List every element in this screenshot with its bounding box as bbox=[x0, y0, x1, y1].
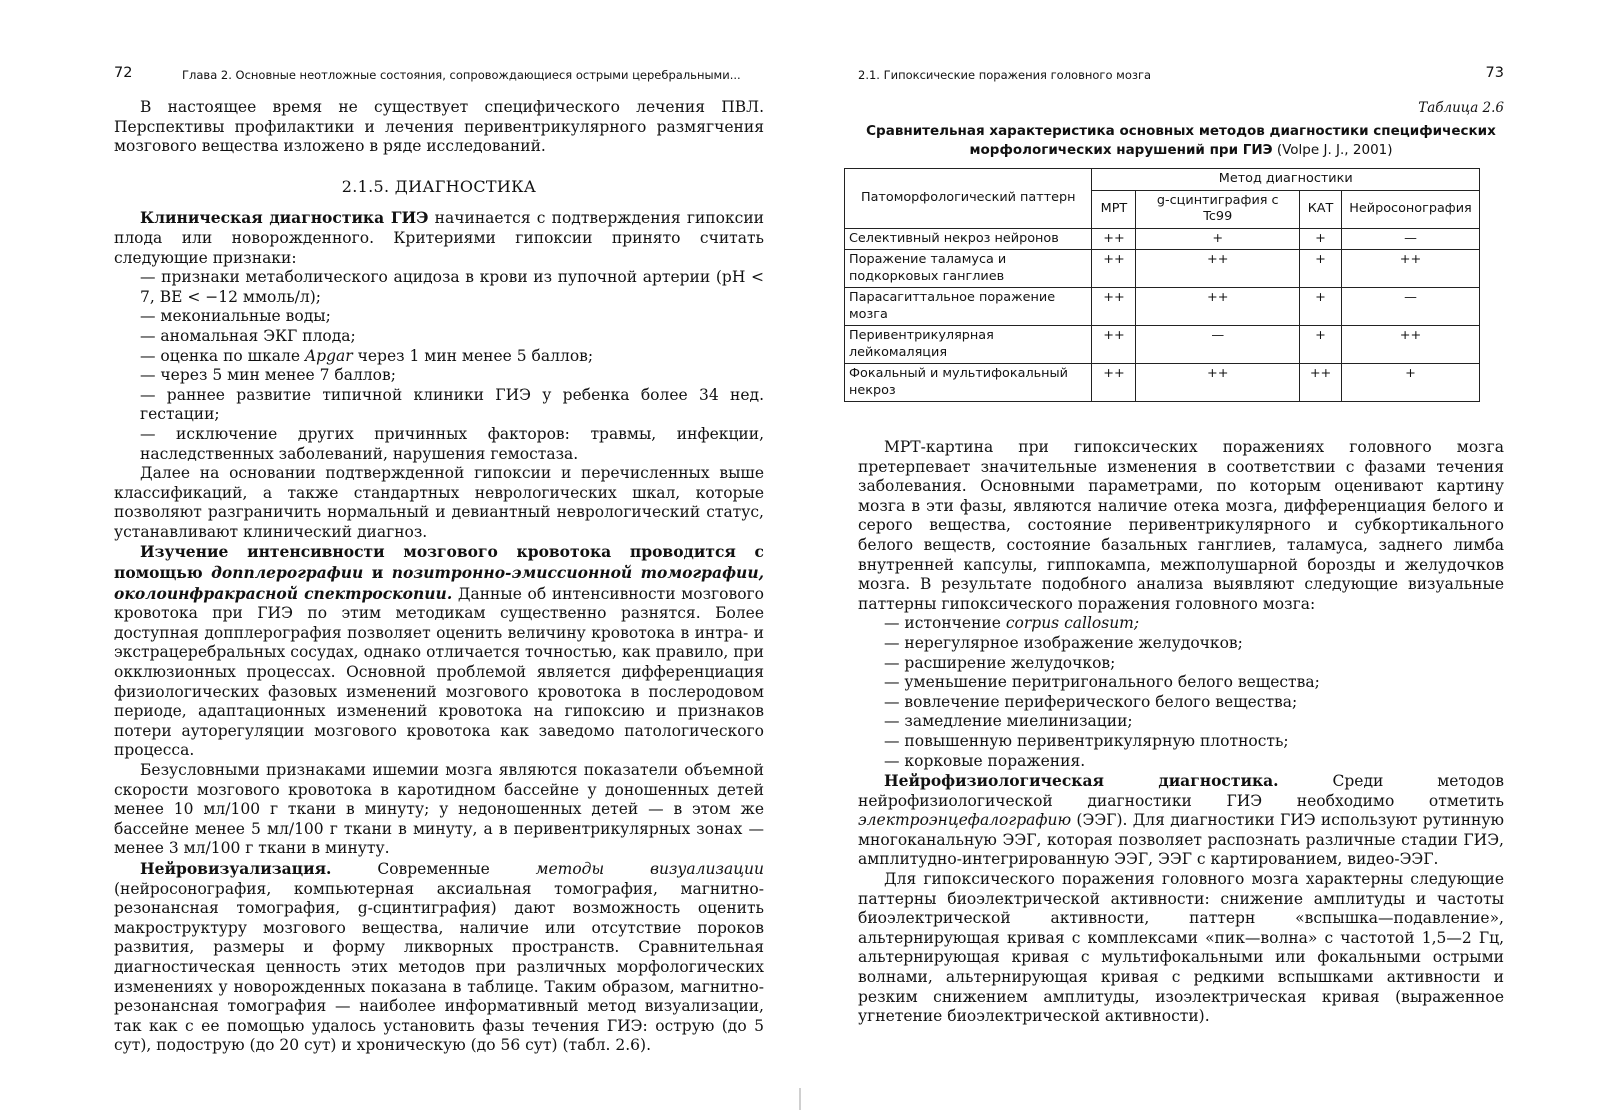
table-row bbox=[845, 326, 1480, 364]
table-cell: ++ bbox=[1092, 288, 1136, 326]
clinical-text: начинается с подтверждения гипоксии плода или новорожденного. Критериями гипоксии принято считать следующие признаки: bbox=[114, 209, 764, 267]
table-cell: + bbox=[1300, 326, 1342, 364]
pattern-item: — вовлечение периферического белого вещества; bbox=[884, 692, 1298, 711]
column-header-neurosonography: Нейросонография bbox=[1342, 190, 1480, 228]
table-cell: — bbox=[1136, 326, 1300, 364]
section-heading: 2.1.5. ДИАГНОСТИКА bbox=[341, 176, 537, 196]
methods-comparison-table bbox=[844, 168, 1480, 402]
criteria-item: — мекониальные воды; bbox=[140, 307, 331, 326]
table-cell: + bbox=[1300, 250, 1342, 288]
spread-fold bbox=[799, 1088, 801, 1110]
table-label: Таблица 2.6 bbox=[1418, 100, 1504, 116]
table-header-row bbox=[845, 169, 1480, 191]
criteria-item: — через 5 мин менее 7 баллов; bbox=[140, 366, 396, 385]
criteria-item: — раннее развитие типичной клиники ГИЭ у ребенка более 34 нед. гестации; bbox=[140, 385, 764, 424]
criteria-item: — признаки метаболического ацидоза в крови из пупочной артерии (pH < 7, BE < −12 ммоль/л); bbox=[140, 268, 764, 306]
neuroimaging-paragraph bbox=[114, 859, 764, 1056]
table-title-ref: (Volpe J. J., 2001) bbox=[1272, 142, 1393, 158]
table-row-pattern: Парасагиттальное поражение мозга bbox=[845, 288, 1092, 326]
table-cell: ++ bbox=[1092, 326, 1136, 364]
left-running-header bbox=[114, 66, 764, 88]
bloodflow-term-2: позитронно-эмиссионной томографии, околоинфракрасной спектроскопии. bbox=[114, 563, 764, 603]
bloodflow-lead: Изучение интенсивности мозгового кровотока проводится с помощью bbox=[114, 542, 764, 583]
pattern-item-callosum bbox=[858, 614, 1504, 634]
table-cell: ++ bbox=[1342, 250, 1480, 288]
clinical-paragraph bbox=[114, 208, 764, 268]
criteria-item: — аномальная ЭКГ плода; bbox=[140, 326, 356, 345]
method-group-header: Метод диагностики bbox=[1092, 169, 1480, 191]
table-cell: ++ bbox=[1136, 250, 1300, 288]
table-row bbox=[845, 250, 1480, 288]
table-cell: + bbox=[1300, 228, 1342, 250]
apgar-term: Apgar bbox=[304, 346, 353, 365]
mri-paragraph: МРТ-картина при гипоксических поражениях головного мозга претерпевает значительные изменения в соответствии с фазами течения заболевания. Основными параметрами, по которым оценивают картину мозга в эти фазы, являются наличие отека мозга, дифференциация белого и серого вещества, состояние перивентрикулярного и субкортикального белого веществ, состояние базальных ганглиев, таламуса, заднего лимба внутренней капсулы, гиппокампа, межполушарной борозды и желудочков мозга. В результате подобного анализа выявляют следующие визуальные паттерны гипоксического поражения головного мозга: bbox=[858, 438, 1504, 613]
table-cell: ++ bbox=[1300, 364, 1342, 402]
pattern-item: — корковые поражения. bbox=[884, 751, 1086, 770]
pattern-item: — уменьшение перитригонального белого вещества; bbox=[884, 673, 1320, 692]
eeg-patterns-paragraph: Для гипоксического поражения головного мозга характерны следующие паттерны биоэлектрической активности: снижение амплитуды и частоты биоэлектрической активности, паттерн «вспышка—подавление», альтернирующая кривая с комплексами «пик—волна» с частотой 1,5—2 Гц, альтернирующая кривая с мультифокальными или фокальными острыми волнами, альтернирующая кривая с редкими вспышками активности и резким снижением амплитуды, изоэлектрическая кривая (выраженное угнетение биоэлектрической активности). bbox=[858, 870, 1504, 1026]
criteria-item-apgar bbox=[114, 347, 764, 367]
right-running-title: 2.1. Гипоксические поражения головного мозга bbox=[858, 68, 1152, 82]
column-header-ct: КАТ bbox=[1300, 190, 1342, 228]
bloodflow-and: и bbox=[363, 563, 392, 583]
right-page-number: 73 bbox=[1485, 65, 1504, 81]
table-cell: ++ bbox=[1092, 364, 1136, 402]
table-row bbox=[845, 288, 1480, 326]
table-cell: ++ bbox=[1136, 288, 1300, 326]
apgar-prefix: — оценка по шкале bbox=[140, 346, 305, 365]
apgar-suffix: через 1 мин менее 5 баллов; bbox=[352, 346, 594, 365]
table-cell: ++ bbox=[1092, 250, 1136, 288]
bloodflow-text: Данные об интенсивности мозгового кровотока при ГИЭ по этим методикам существенно разнятся. Более доступная допплерография позволяет оценить величину кровотока в интра- и экстрацеребральных сосудах, однако отличается точностью, как правило, при окклюзионных процессах. Основной проблемой является дифференциация физиологических фазовых изменений мозгового кровотока в послеродовом периоде, адаптационных изменений кровотока на гипоксию и признаков потери ауторегуляции мозгового кровотока как заведомо патологического процесса. bbox=[114, 584, 764, 760]
table-cell: ++ bbox=[1342, 326, 1480, 364]
left-body-text bbox=[114, 98, 764, 1056]
table-title bbox=[858, 122, 1504, 160]
pattern-item: — нерегулярное изображение желудочков; bbox=[884, 633, 1243, 652]
table-row bbox=[845, 228, 1480, 250]
bloodflow-term-1: допплерографии bbox=[211, 563, 364, 583]
neurophys-term: электроэнцефалографию bbox=[858, 811, 1072, 830]
table-cell: ++ bbox=[1136, 364, 1300, 402]
neuroimaging-lead: Нейровизуализация. bbox=[140, 858, 332, 878]
column-header-mri: МРТ bbox=[1092, 190, 1136, 228]
table-cell: + bbox=[1136, 228, 1300, 250]
right-body-text bbox=[858, 438, 1504, 1027]
table-row bbox=[845, 364, 1480, 402]
pattern-item: — замедление миелинизации; bbox=[884, 712, 1133, 731]
table-cell: — bbox=[1342, 288, 1480, 326]
table-title-main: Сравнительная характеристика основных методов диагностики специфических морфологических нарушений при ГИЭ bbox=[866, 123, 1496, 158]
right-running-header bbox=[858, 66, 1504, 88]
neuroimaging-text-2: (нейросонография, компьютерная аксиальная томография, магнитно-резонансная томография, g-сцинтиграфия) дают возможность оценить макроструктуру мозгового вещества, наличие или отсутствие пороков развития, размеры и форму ликворных пространств. Сравнительная диагностическая ценность этих методов при различных морфологических изменениях у новорожденных показана в таблице. Таким образом, магнитно-резонансная томография — наиболее информативный метод визуализации, так как с ее помощью удалось установить фазы течения ГИЭ: острую (до 5 сут), подострую (до 20 сут) и хроническую (до 56 сут) (табл. 2.6). bbox=[114, 879, 764, 1055]
clinical-lead: Клиническая диагностика ГИЭ bbox=[140, 208, 429, 228]
ischemia-paragraph: Безусловными признаками ишемии мозга являются показатели объемной скорости мозгового кровотока в каротидном бассейне у доношенных детей менее 10 мл/100 г ткани в минуту; у недоношенных детей — в этом же бассейне менее 5 мл/100 г ткани в минуту, а в перивентрикулярных зонах — менее 3 мл/100 г ткани в минуту. bbox=[114, 761, 764, 858]
intro-paragraph: В настоящее время не существует специфического лечения ПВЛ. Перспективы профилактики и лечения перивентрикулярного размягчения мозгового вещества изложено в ряде исследований. bbox=[114, 98, 764, 156]
callosum-prefix: — истончение bbox=[884, 614, 1006, 633]
neurophys-lead: Нейрофизиологическая диагностика. bbox=[884, 771, 1279, 791]
neurophys-text-2: (ЭЭГ). Для диагностики ГИЭ используют рутинную многоканальную ЭЭГ, которая позволяет распознать различные стадии ГИЭ, амплитудно-интегрированную ЭЭГ, ЭЭГ с картированием, видео-ЭЭГ. bbox=[858, 811, 1504, 869]
pattern-item: — повышенную перивентрикулярную плотность; bbox=[884, 731, 1289, 750]
further-paragraph: Далее на основании подтвержденной гипоксии и перечисленных выше классификаций, а также стандартных неврологических шкал, которые позволяют разграничить нормальный и девиантный неврологический статус, устанавливают клинический диагноз. bbox=[114, 464, 764, 541]
table-cell: + bbox=[1300, 288, 1342, 326]
neuroimaging-term: методы визуализации bbox=[535, 859, 764, 878]
left-page-number: 72 bbox=[114, 65, 133, 81]
column-header-scintigraphy: g-сцинтиграфия с Tc99 bbox=[1136, 190, 1300, 228]
neurophys-paragraph bbox=[858, 771, 1504, 870]
left-running-title: Глава 2. Основные неотложные состояния, сопровождающиеся острыми церебральными... bbox=[182, 68, 741, 82]
neurophys-text-1: Среди методов нейрофизиологической диагностики ГИЭ необходимо отметить bbox=[858, 772, 1504, 810]
table-cell: — bbox=[1342, 228, 1480, 250]
pattern-column-header: Патоморфологический паттерн bbox=[845, 169, 1092, 229]
bloodflow-paragraph bbox=[114, 542, 764, 761]
table-row-pattern: Перивентрикулярная лейкомаляция bbox=[845, 326, 1092, 364]
neuroimaging-text-1: Современные bbox=[331, 859, 536, 878]
table-row-pattern: Поражение таламуса и подкорковых ганглиев bbox=[845, 250, 1092, 288]
pattern-item: — расширение желудочков; bbox=[884, 653, 1116, 672]
table-row-pattern: Селективный некроз нейронов bbox=[845, 228, 1092, 250]
table-cell: + bbox=[1342, 364, 1480, 402]
criteria-item: — исключение других причинных факторов: травмы, инфекции, наследственных заболеваний, нарушения гемостаза. bbox=[140, 424, 764, 463]
callosum-term: corpus callosum; bbox=[1005, 614, 1140, 633]
table-row-pattern: Фокальный и мультифокальный некроз bbox=[845, 364, 1092, 402]
table-cell: ++ bbox=[1092, 228, 1136, 250]
